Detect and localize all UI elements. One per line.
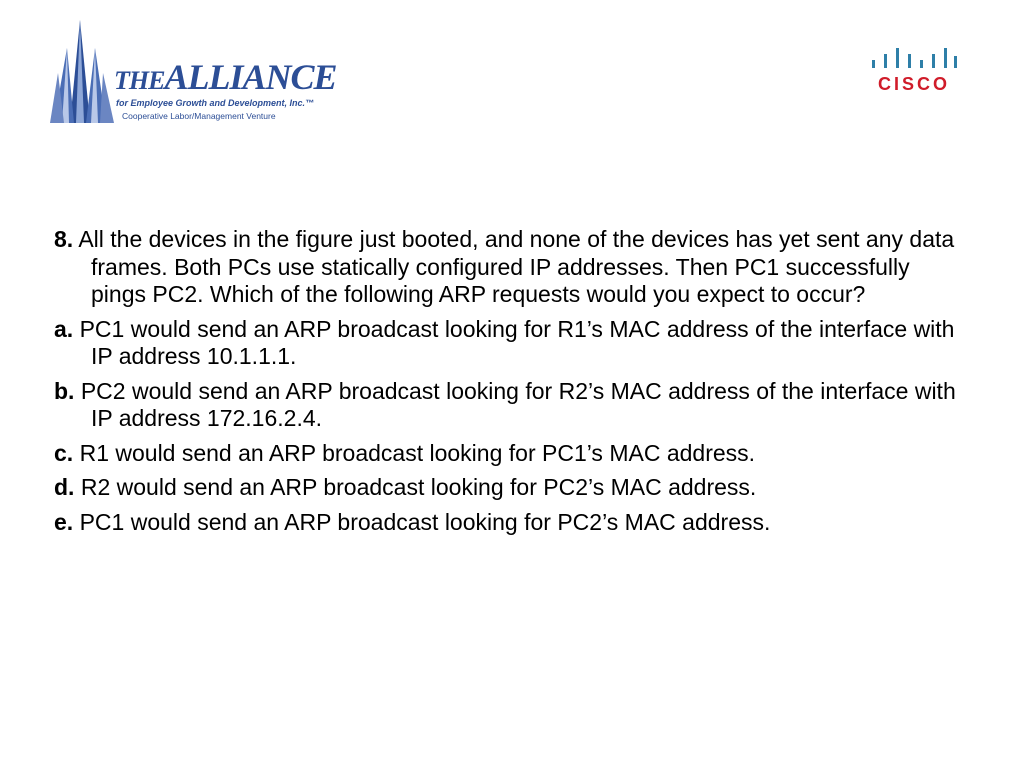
question-text: All the devices in the figure just booted, and none of the devices has yet sent any data frames. Both PCs use statically configured IP addresses. Then PC1 successfully pings PC2. Which of the following ARP requests would you expect to occur? (78, 226, 955, 307)
option-text: PC1 would send an ARP broadcast looking for PC2’s MAC address. (79, 508, 771, 535)
alliance-name: ALLIANCE (164, 57, 337, 97)
alliance-subtitle-text: for Employee Growth and Development, Inc. (116, 98, 306, 108)
option-c (54, 440, 964, 468)
option-marker: a. (54, 315, 74, 342)
option-text: PC1 would send an ARP broadcast looking for R1’s MAC address of the interface with IP address 10.1.1.1. (79, 315, 955, 369)
alliance-wordmark (114, 56, 337, 98)
option-marker: e. (54, 508, 74, 535)
option-text: R1 would send an ARP broadcast looking for PC1’s MAC address. (79, 439, 756, 466)
question (54, 226, 964, 309)
option-b (54, 378, 964, 433)
option-marker: b. (54, 377, 75, 404)
option-d (54, 474, 964, 502)
question-number: 8. (54, 226, 74, 252)
option-text: PC2 would send an ARP broadcast looking for R2’s MAC address of the interface with IP address 172.16.2.4. (80, 377, 956, 431)
cisco-logo (868, 44, 960, 100)
cisco-bars-icon (868, 44, 960, 74)
option-marker: c. (54, 439, 74, 466)
alliance-tower-icon (50, 18, 120, 128)
option-a (54, 316, 964, 371)
cisco-wordmark: CISCO (878, 74, 951, 94)
alliance-the: THE (114, 66, 165, 95)
alliance-tm: ™ (305, 98, 315, 108)
alliance-subtitle (116, 98, 314, 108)
option-e (54, 509, 964, 537)
alliance-logo (50, 18, 337, 128)
option-text: R2 would send an ARP broadcast looking for PC2’s MAC address. (80, 474, 757, 500)
alliance-tagline: Cooperative Labor/Management Venture (122, 111, 276, 121)
option-marker: d. (54, 474, 75, 500)
slide-content (54, 226, 964, 543)
